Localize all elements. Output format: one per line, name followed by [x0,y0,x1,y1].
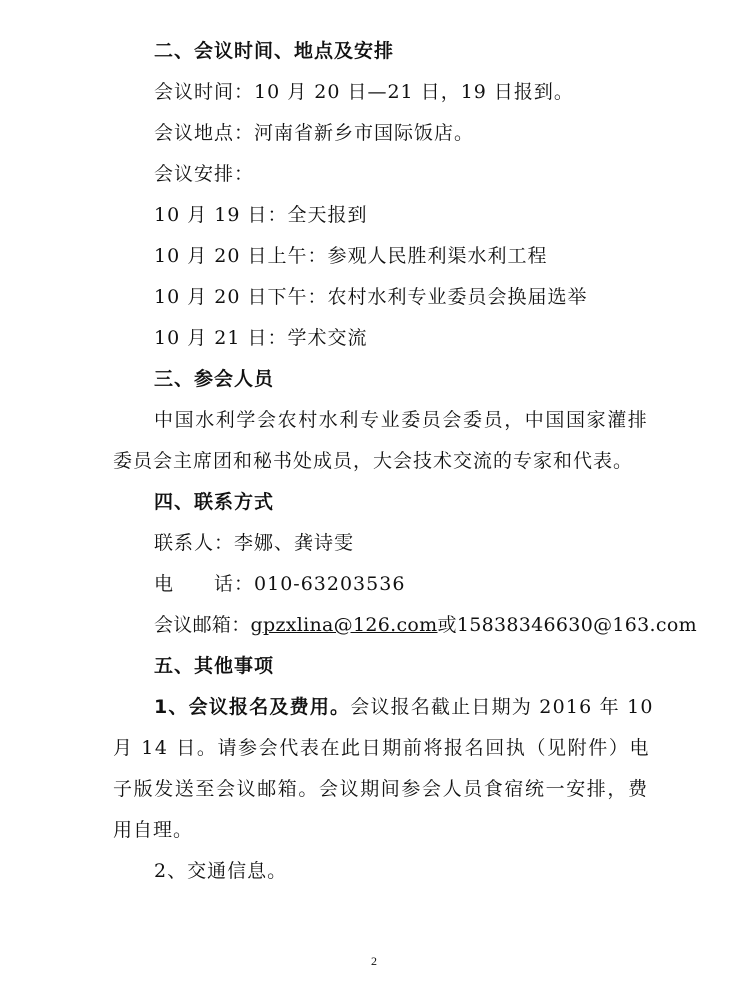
email-2: 15838346630@163.com [456,614,697,636]
phone-number: 010-63203536 [254,573,406,595]
email-row [154,612,697,638]
phone-label: 电 话： [154,573,255,595]
contact-persons: 联系人：李娜、龚诗雯 [154,532,355,554]
schedule-label: 会议安排： [154,163,255,185]
item1-line [154,694,654,720]
email-link-1[interactable]: gpzxlina@126.com [250,614,438,636]
participants-line: 委员会主席团和秘书处成员，大会技术交流的专家和代表。 [113,450,634,472]
section3-heading: 三、参会人员 [154,368,275,390]
item1-text: 会议报名截止日期为 2016 年 10 [350,696,654,718]
meeting-place: 会议地点：河南省新乡市国际饭店。 [154,122,475,144]
item1-title: 1、会议报名及费用。 [154,696,351,718]
schedule-item: 10 月 21 日：学术交流 [154,327,368,349]
email-or: 或 [437,614,457,636]
item1-line: 子版发送至会议邮箱。会议期间参会人员食宿统一安排，费 [113,778,649,800]
page-number: 2 [371,954,377,968]
email-label: 会议邮箱： [154,614,251,636]
section5-heading: 五、其他事项 [154,655,275,677]
section4-heading: 四、联系方式 [154,491,275,513]
meeting-time: 会议时间：10 月 20 日—21 日，19 日报到。 [154,81,574,103]
schedule-item: 10 月 19 日：全天报到 [154,204,368,226]
section2-heading: 二、会议时间、地点及安排 [154,40,395,62]
participants-line: 中国水利学会农村水利专业委员会委员，中国国家灌排 [154,409,649,431]
item2-title: 2、交通信息。 [154,860,288,882]
schedule-item: 10 月 20 日下午：农村水利专业委员会换届选举 [154,286,588,308]
item1-line: 用自理。 [113,819,194,841]
item1-line: 月 14 日。请参会代表在此日期前将报名回执（见附件）电 [113,737,651,759]
schedule-item: 10 月 20 日上午：参观人民胜利渠水利工程 [154,245,548,267]
phone-row [154,571,405,597]
